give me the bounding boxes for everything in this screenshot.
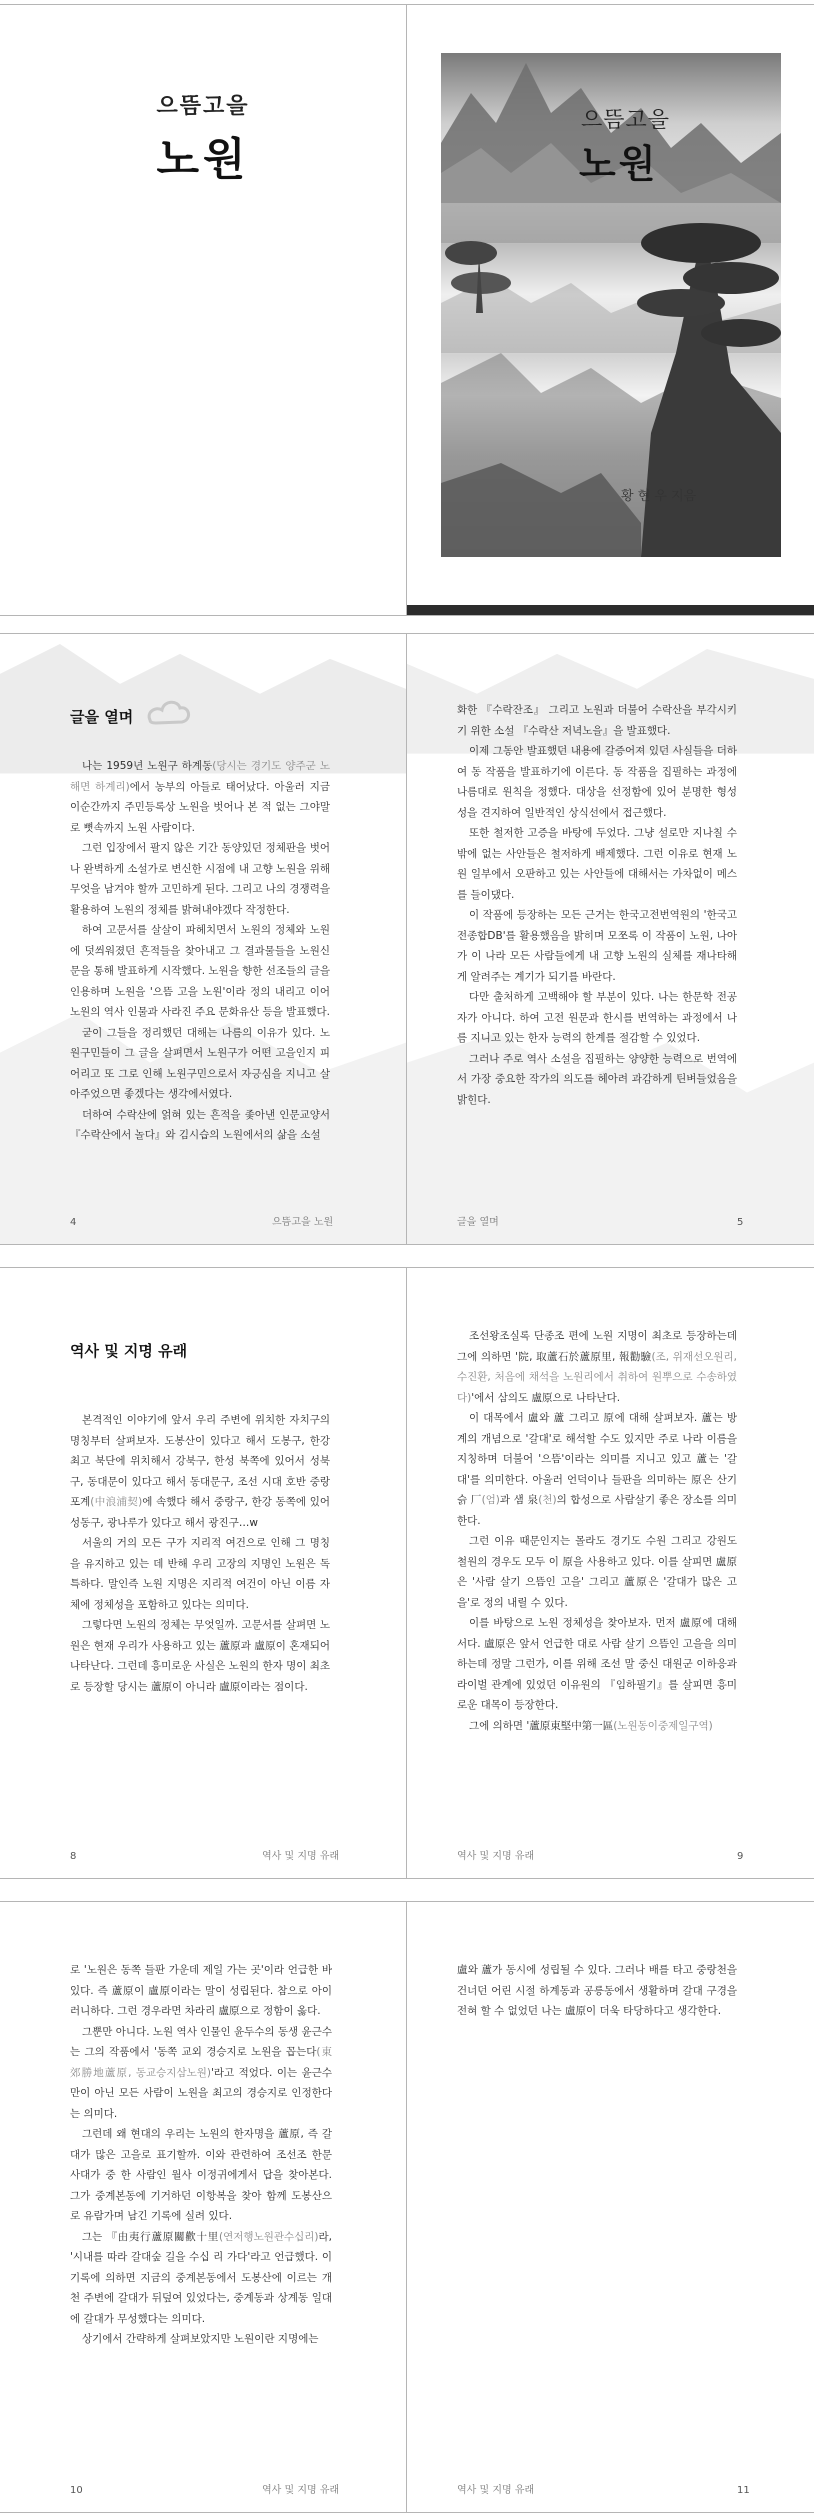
cloud-ornament-icon [146,696,192,730]
body-text [70,1410,330,1697]
body-text [457,1960,737,2022]
paragraph: 그런 입장에서 팔지 않은 기간 동양있던 정체판을 벗어나 완벽하게 소설가로 변신한 시점에 내 고향 노원을 위해 무엇을 남겨야 할까 고민하게 된다. 그리고 나의 경쟁력을 활용하여 노원의 정체를 밝혀내야겠다 작정한다. [70,842,330,916]
page-number: 10 [70,2485,83,2496]
page-number: 4 [70,1217,77,1228]
paragraph: 그에 의하면 '蘆原東堅中第一區(노원동이중제일구역) [469,1719,713,1732]
paragraph: 그는 『由夷行蘆原關歡十里(연저행노원관수십리)라, '시내를 따라 갈대숲 길을 수십 리 가다'라고 언급했다. 이 기록에 의하면 지금의 중계본동에서 도봉산에 이르는 개천 주변에 갈대가 뒤덮여 있었다는, 중계동과 상계동 일대에 갈대가 무성했다는 의미다. [70,2230,333,2325]
spread-history [0,1267,814,1879]
section-heading: 글을 열며 [70,708,134,726]
page-11 [407,1902,814,2512]
paragraph: 이제 그동안 발표했던 내용에 갈증어져 있던 사실들을 더하여 동 작품을 발표하기에 이른다. 동 작품을 집필하는 과정에 나름대로 원칙을 정했다. 대상을 선정함에 있어 분명한 형성성을 견지하여 일반적인 상식선에서 접근했다. [457,745,737,819]
running-head: 역사 및 지명 유래 [262,1851,340,1862]
page-number: 5 [737,1217,744,1228]
page-8 [0,1268,406,1878]
annotation-text: (엄) [481,1494,500,1506]
running-head: 역사 및 지명 유래 [262,2485,340,2496]
running-head: 역사 및 지명 유래 [457,1851,535,1862]
paragraph: 조선왕조실록 단종조 편에 노원 지명이 최초로 등장하는데 그에 의하면 '院, 取蘆石於蘆原里, 報勸驗(조, 위재선오원리, 수진환, 처음에 채석을 노원리에서 취하여 원뿌으로 수송하였다)'에서 삼의도 盧原으로 나타난다. [457,1330,737,1404]
body-text [457,1326,737,1736]
cover-author: 황 현 우 지음 [621,489,697,504]
annotation-text: (東郊勝地蘆原, 동교승지삼노원) [70,2046,332,2079]
title-page-title: 노원 [156,134,250,185]
annotation-text: (천) [538,1494,557,1506]
paragraph: 나는 1959년 노원구 하계동(당시는 경기도 양주군 노해면 하계리)에서 농부의 아들로 태어났다. 아울러 지금 이순간까지 주민등록상 노원을 벗어나 본 적 없는 그야말로 뼛속까지 노원 사람이다. [70,760,330,834]
cover-page [407,5,814,615]
running-head: 으뜸고을 노원 [272,1217,334,1228]
cover-bottom-bar [407,605,814,615]
page-number: 9 [737,1851,744,1862]
running-head: 역사 및 지명 유래 [457,2485,535,2496]
cover-subtitle: 으뜸고을 [581,108,671,133]
paragraph: 다만 출처하게 고백해야 할 부분이 있다. 나는 한문학 전공자가 아니다. 하여 고전 원문과 한시를 번역하는 과정에서 나름 지니고 있는 한자 능력의 한계를 절감할 수 있었다. [457,991,737,1044]
page-9 [407,1268,814,1878]
title-page [0,5,406,615]
annotation-text: (中浪浦契) [90,1496,143,1508]
paragraph: 로 '노원은 동쪽 들판 가운데 제일 가는 곳'이라 언급한 바 있다. 즉 蘆原이 盧原이라는 말이 성립된다. 참으로 아이러니하다. 그런 경우라면 차라리 盧原으로 정함이 옳다. [70,1964,332,2017]
paragraph: 서울의 거의 모든 구가 지리적 여건으로 인해 그 명칭을 유지하고 있는 데 반해 우리 고장의 지명인 노원은 독특하다. 말인즉 노원 지명은 지리적 여건이 아닌 이름 자체에 정체성을 포함하고 있다는 의미다. [70,1537,330,1611]
running-head: 글을 열며 [457,1217,499,1228]
annotation-text: (조, 위재선오원리, 수진환, 처음에 채석을 노원리에서 취하여 원뿌으로 수송하였다) [457,1350,737,1404]
page-4 [0,634,406,1244]
title-page-subtitle: 으뜸고을 [156,94,250,119]
paragraph: 그렇다면 노원의 정체는 무엇일까. 고문서를 살펴면 노원은 현재 우리가 사용하고 있는 蘆原과 盧原이 혼재되어 나타난다. 그런데 흥미로운 사실은 노원의 한자 명이 최초로 등장할 당시는 蘆原이 아니라 盧原이라는 점이다. [70,1619,330,1693]
paragraph: 盧와 蘆가 동시에 성립될 수 있다. 그러나 배를 타고 중랑천을 건너던 어린 시절 하계동과 공릉동에서 생활하며 갈대 구경을 전혀 할 수 없었던 나는 盧原이 더욱 타당하다고 생각한다. [457,1964,737,2017]
paragraph: 화한 『수락잔조』 그리고 노원과 더불어 수락산을 부각시키기 위한 소설 『수락산 저녁노을』을 발표했다. [457,704,737,737]
body-text [70,1960,332,2350]
paragraph: 그런 이유 때문인지는 몰라도 경기도 수원 그리고 강원도 철원의 경우도 모두 이 原을 사용하고 있다. 이를 살피면 盧原은 '사람 살기 으뜸인 고을' 그리고 蘆原은 '갈대가 많은 고을'로 정의 내릴 수 있다. [457,1535,737,1609]
cover-image [441,53,781,557]
section-heading: 역사 및 지명 유래 [70,1342,188,1360]
page-number: 11 [737,2485,750,2496]
spread-preface [0,633,814,1245]
spread-history-continued [0,1901,814,2513]
paragraph: 상기에서 간략하게 살펴보았지만 노원이란 지명에는 [82,2333,319,2345]
paragraph: 그런데 왜 현대의 우리는 노원의 한자명을 蘆原, 즉 갈대가 많은 고을로 표기할까. 이와 관련하여 조선조 한문 사대가 중 한 사람인 월사 이정귀에게서 답을 찾아본다. 그가 중계본동에 기거하던 이항복을 찾아 함께 도봉산으로 유람가며 남긴 기록에 실려 있다. [70,2128,332,2222]
page-number: 8 [70,1851,77,1862]
annotation-text: (당시는 경기도 양주군 노해면 하계리) [70,760,330,793]
paragraph: 이 대목에서 盧와 蘆 그리고 原에 대해 살펴보자. 蘆는 방계의 개념으로 '갈대'로 해석할 수도 있지만 주로 나라 이름을 지칭하며 더불어 '으뜸'이라는 의미를 지니고 있고 蘆는 '갈대'를 의미한다. 아울러 언덕이나 들판을 의미하는 原은 산기슭 厂(엄)과 샘 泉(천)의 합성으로 사람살기 좋은 장소를 의미한다. [457,1412,737,1527]
cover-title: 노원 [579,142,659,186]
annotation-text: (연저행노원관수십리) [219,2230,319,2243]
paragraph: 그뿐만 아니다. 노원 역사 인물인 윤두수의 동생 윤근수는 그의 작품에서 '동쪽 교외 경승지로 노원을 꼽는다(東郊勝地蘆原, 동교승지삼노원)'라고 적었다. 이는 윤근수만이 아닌 모든 사람이 노원을 최고의 경승지로 인정한다는 의미다. [70,2025,332,2120]
paragraph: 이 작품에 등장하는 모든 근거는 한국고전번역원의 '한국고전종합DB'를 활용했음을 밝히며 모쪼록 이 작품이 노원, 나아가 이 나라 모든 사람들에게 내 고향 노원의 실체를 재나타해게 알려주는 계기가 되기를 바란다. [457,909,737,983]
spread-title-cover [0,4,814,616]
paragraph: 굳이 그들을 정리했던 대해는 나름의 이유가 있다. 노원구민들이 그 글을 살펴면서 노원구가 어떤 고을인지 피어리고 또 그로 인해 노원구민으로서 자긍심을 지니고 살아주었으면 좋겠다는 생각에서였다. [70,1026,330,1100]
paragraph: 또한 철저한 고증을 바탕에 두었다. 그냥 설로만 지나칠 수밖에 없는 사안들은 철저하게 배제했다. 그런 이유로 현재 노원 일부에서 오판하고 있는 사안들에 대해서는 가차없이 메스를 들이댔다. [457,827,737,901]
body-text [70,756,330,1146]
paragraph: 하여 고문서를 살살이 파헤치면서 노원의 정체와 노원에 덧씌워졌던 흔적들을 찾아내고 그 결과물들을 노원신문을 통해 발표하게 시작했다. 노원을 향한 선조들의 글을 인용하며 노원을 '으뜸 고을 노원'이라 정의 내리고 이어 노원의 역사 인물과 사라진 주요 문화유산 등을 발표했다. [70,924,330,1018]
page-5 [407,634,814,1244]
paragraph: 더하여 수락산에 얽혀 있는 흔적을 좇아낸 인문교양서 『수락산에서 놀다』와 김시습의 노원에서의 삶을 소설 [70,1108,330,1141]
paragraph: 그러나 주로 역사 소설을 집필하는 양양한 능력으로 번역에서 가장 중요한 작가의 의도를 헤아려 과감하게 틴벼들었음을 밝힌다. [457,1052,737,1106]
body-text [457,700,737,1110]
paragraph: 이를 바탕으로 노원 정체성을 찾아보자. 먼저 盧原에 대해서다. 盧原은 앞서 언급한 대로 사람 살기 으뜸인 고을을 의미하는데 정말 그런가, 이를 위해 조선 말 중신 대원군 이하응과 라이벌 관계에 있었던 이유원의 『임하필기』를 살피면 흥미로운 대목이 등장한다. [457,1617,737,1711]
annotation-text: (노원동이중제일구역) [613,1719,713,1732]
page-10 [0,1902,406,2512]
paragraph: 본격적인 이야기에 앞서 우리 주변에 위치한 자치구의 명칭부터 살펴보자. 도봉산이 있다고 해서 도봉구, 한강 최고 북단에 위치해서 강북구, 한성 북쪽에 있어서 성북구, 동대문이 있다고 해서 동대문구, 조선 시대 호반 중랑포계(中浪浦契)에 속했다 해서 중랑구, 한강 동쪽에 있어 성동구, 광나루가 있다고 해서 광진구…w [70,1414,330,1529]
